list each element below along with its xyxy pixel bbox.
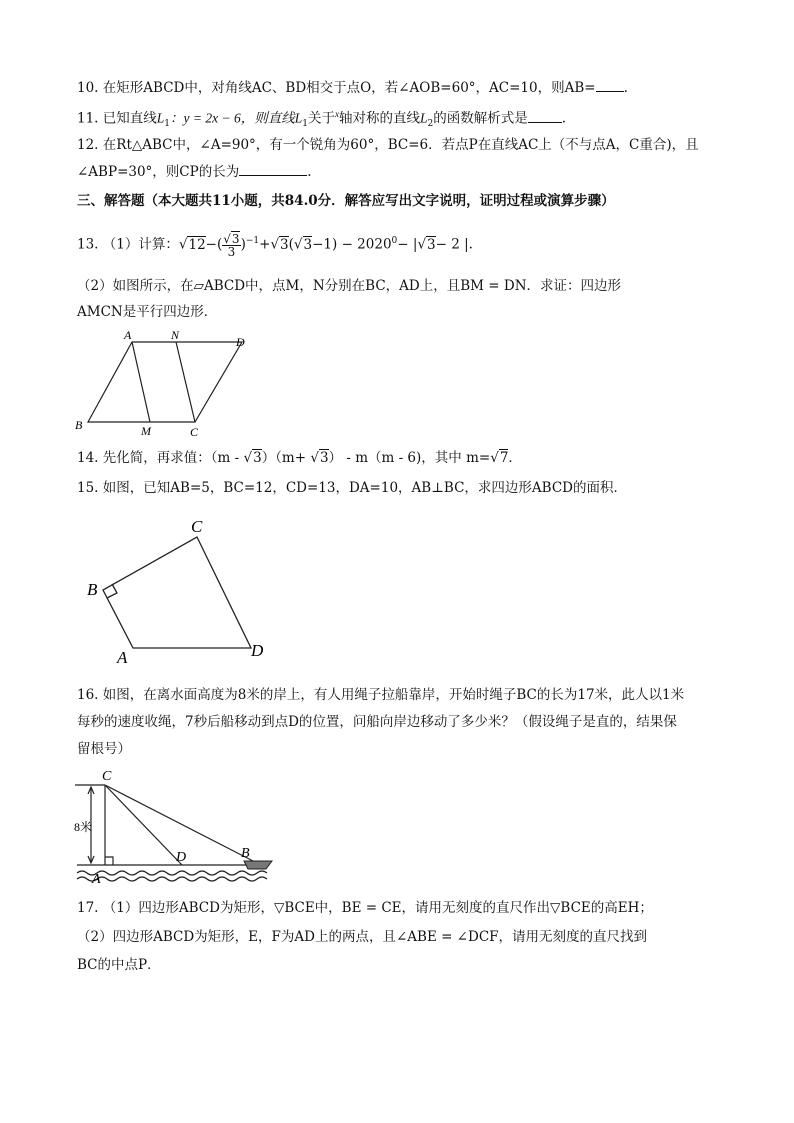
equation: ：y = 2x − 6，则直线 — [170, 110, 295, 126]
question-text: 先化简，再求值：（m - — [102, 450, 244, 466]
label-a: A — [92, 872, 101, 887]
label-c: C — [191, 517, 203, 536]
line-symbol: L — [294, 110, 303, 126]
question-11 — [77, 105, 566, 133]
right-angle-mark — [105, 857, 113, 865]
question-16-line3 — [77, 740, 131, 758]
question-text: ）（m+ — [261, 450, 311, 466]
question-number: 15. — [77, 480, 99, 496]
label-n: N — [171, 328, 180, 342]
question-number: 12. — [77, 137, 99, 153]
question-number: 17. — [77, 900, 99, 916]
radicand: 12 — [188, 236, 206, 253]
question-text: 在矩形ABCD中，对角线AC、BD相交于点O，若∠AOB=60°，AC=10，则AB= — [102, 80, 596, 96]
label-m: M — [141, 424, 151, 438]
question-number: 16. — [77, 687, 99, 703]
math-op: − 2 |. — [435, 236, 473, 253]
question-text: （2）如图所示，在▱ABCD中，点M，N分别在BC，AD上，且BM = DN．求证：四边形 — [77, 278, 622, 294]
question-text: （1）四边形ABCD为矩形，▽BCE中，BE = CE，请用无刻度的直尺作出▽BCE的高EH； — [102, 900, 653, 916]
quadrilateral-abcd — [103, 537, 251, 648]
question-text: 的函数解析式是 — [433, 110, 528, 127]
punctuation: ． — [508, 450, 522, 466]
label-d: D — [236, 335, 245, 349]
question-text: 如图，已知AB=5，BC=12，CD=13，DA=10，AB⊥BC，求四边形ABCD的面积． — [102, 480, 627, 496]
part-label: （1）计算： — [102, 236, 179, 253]
question-number: 13. — [77, 236, 99, 253]
label-b: B — [241, 846, 250, 861]
question-text: 已知直线 — [102, 110, 157, 127]
label-b: B — [87, 580, 98, 599]
question-10 — [77, 78, 628, 97]
math-op: ( — [288, 236, 294, 253]
label-b: B — [75, 418, 83, 432]
question-12-line2 — [77, 162, 312, 181]
question-text: （2）四边形ABCD为矩形，E，F为AD上的两点，且∠ABE = ∠DCF，请用无刻度的直尺找到 — [77, 929, 648, 945]
question-text: 每秒的速度收绳，7秒后船移动到点D的位置，问船向岸边移动了多少米？（假设绳子是直的，结果保 — [77, 714, 677, 730]
radicand: 3 — [303, 236, 313, 253]
line-symbol: L — [420, 110, 428, 126]
math-op: −1) − 2020 — [312, 236, 392, 253]
label-a: A — [117, 648, 128, 667]
question-13-part2-line1 — [77, 277, 621, 295]
label-d: D — [251, 641, 264, 660]
question-text: AMCN是平行四边形． — [77, 304, 218, 320]
radicand: 3 — [427, 236, 436, 253]
section-3-title: 三、解答题（本大题共11小题，共84.0分．解答应写出文字说明，证明过程或演算步骤） — [77, 193, 615, 209]
math-op: − | — [397, 236, 418, 253]
segment-am — [132, 342, 150, 422]
question-text: 在Rt△ABC中，∠A=90°，有一个锐角为60°，BC=6．若点P在直线AC上（不与点A，C重合)，且 — [102, 137, 699, 153]
question-text: 关于 — [308, 110, 335, 127]
water-wave-2 — [77, 877, 267, 881]
question-text: ） - m（m - 6)，其中 m= — [328, 450, 491, 466]
question-15 — [77, 479, 627, 497]
question-number: 14. — [77, 450, 99, 466]
radicand: 7 — [499, 450, 509, 466]
label-a: A — [124, 328, 132, 342]
question-text: ∠ABP=30°，则CP的长为 — [77, 164, 240, 180]
figure-boat-rope — [72, 765, 282, 890]
line-symbol: L — [156, 110, 165, 126]
exponent: 0 — [391, 236, 398, 246]
question-12-line1 — [77, 136, 699, 154]
question-17-line3 — [77, 956, 161, 974]
question-text: BC的中点P． — [77, 957, 161, 973]
math-op: ) — [240, 236, 246, 253]
fraction: $\frac{√3}{3}$ — [223, 231, 240, 259]
answer-blank[interactable] — [528, 109, 562, 123]
segment-nc — [176, 342, 195, 422]
boat — [244, 861, 272, 869]
punctuation: . — [623, 80, 628, 96]
radicand: 3 — [280, 236, 289, 253]
math-op: −( — [205, 236, 223, 253]
parallelogram-abcd — [88, 342, 242, 422]
exponent: −1 — [245, 236, 260, 246]
denominator: 3 — [227, 244, 236, 259]
right-angle-mark — [107, 584, 117, 598]
axis-symbol: x — [335, 109, 339, 119]
label-height: 8米 — [74, 820, 93, 834]
question-13-part1: 13. （1）计算：√12−( $\frac{√3}{3}$ )$^{-1}+√3(√3-1) - 2020^0- |√3- 2$ |. — [77, 231, 473, 259]
question-13-part2-line2 — [77, 303, 217, 321]
question-14: 14. 先化简，再求值：（m - √3）（m+ √3） - m（m - 6)，其中 m=√7． — [77, 450, 522, 466]
answer-blank[interactable] — [239, 162, 307, 176]
figure-quadrilateral — [80, 510, 280, 670]
water-wave-1 — [77, 871, 267, 875]
question-text: 留根号） — [77, 741, 131, 757]
subscript: 2 — [427, 119, 434, 130]
answer-blank[interactable] — [596, 78, 624, 92]
math-op: + — [259, 236, 271, 253]
rope-cd — [105, 785, 182, 865]
figure-parallelogram — [70, 325, 260, 440]
punctuation: . — [561, 110, 567, 127]
question-number: 11. — [77, 110, 99, 127]
label-d: D — [176, 850, 187, 865]
subscript: 1 — [164, 119, 171, 130]
question-text: 轴对称的直线 — [339, 110, 420, 127]
punctuation: . — [307, 164, 312, 180]
question-17-line1 — [77, 899, 653, 917]
radicand: 3 — [253, 450, 262, 466]
label-c: C — [190, 425, 199, 439]
question-text: 如图，在离水面高度为8米的岸上，有人用绳子拉船靠岸，开始时绳子BC的长为17米，此人以1米 — [102, 687, 685, 703]
question-17-line2 — [77, 928, 647, 946]
question-number: 10. — [77, 80, 99, 96]
subscript: 1 — [302, 119, 308, 130]
question-16-line2 — [77, 713, 677, 731]
question-16-line1 — [77, 686, 684, 704]
numerator: 3 — [231, 231, 240, 246]
label-c: C — [102, 769, 112, 784]
radicand: 3 — [319, 450, 329, 466]
